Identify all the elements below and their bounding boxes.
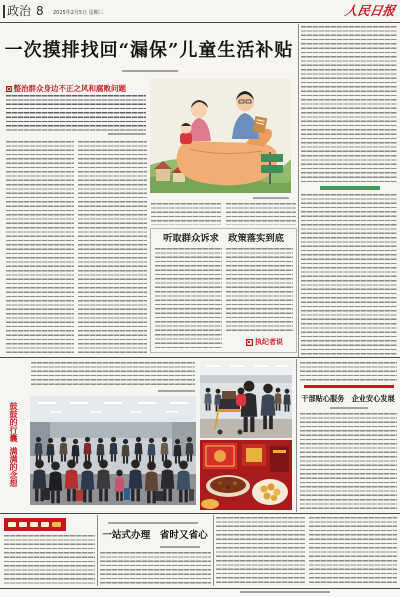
page-number: 8 [36, 4, 44, 18]
photo-credit [158, 390, 195, 392]
airport-family-photo [200, 361, 292, 438]
lead-illustration [150, 79, 291, 193]
new-year-goods-photo [200, 440, 292, 510]
banner-ornament [8, 522, 16, 527]
commentary-column-logo [246, 338, 283, 346]
lead-headline: 一次摸排找回“漏保”儿童生活补贴 [4, 40, 294, 61]
column-divider [296, 359, 297, 512]
column-divider [298, 24, 299, 357]
right-column-text [301, 26, 397, 183]
bottom-left-text [4, 535, 95, 586]
right-story-headline: 干部贴心服务 企业安心发展 [301, 394, 395, 403]
banner-ornament [19, 522, 27, 527]
right-story-byline [330, 407, 368, 409]
commentary-body-text [155, 248, 222, 349]
bottom-story-headline: 一站式办理 省时又省心 [102, 530, 208, 541]
right-story-text [300, 362, 397, 381]
right-story-text [300, 413, 397, 510]
illustration-credit [253, 197, 289, 199]
lead-body-text [226, 203, 296, 225]
column-divider [97, 515, 98, 586]
bottom-right-text [309, 517, 397, 586]
right-column-text [301, 194, 397, 355]
bottom-story-byline [160, 546, 200, 548]
right-story-kicker [304, 385, 394, 388]
photo-caption-text [31, 362, 195, 387]
commentary-body-text [226, 248, 293, 334]
section-bar [3, 5, 5, 18]
footer-rule [0, 588, 400, 589]
lead-body-text [6, 141, 74, 354]
commentary-headline: 听取群众诉求 政策落实到底 [163, 233, 284, 244]
photo-feature-headline-bottom: 满满的念想 [9, 447, 19, 487]
bottom-right-text [216, 517, 305, 586]
banner-ornament [30, 522, 38, 527]
section-title: 政治 [7, 4, 32, 18]
section-rule [0, 513, 400, 514]
photo-feature-headline-top: 鼓鼓的行囊 [9, 402, 19, 442]
banner-ornament [52, 522, 61, 527]
banner-ornament [41, 522, 49, 527]
commentary-column-logo-text: 执纪者说 [255, 337, 283, 346]
header-rule [0, 22, 400, 23]
issue-date: 2025年2月5日 星期三 [53, 10, 104, 16]
lead-body-text [151, 203, 221, 225]
column-banner [4, 518, 66, 531]
column-label-text: 整治群众身边不正之风和腐败问题 [13, 84, 126, 93]
masthead-logo: 人民日报 [343, 3, 397, 18]
section-rule [0, 357, 400, 358]
column-logo-icon [6, 86, 12, 92]
column-divider [213, 515, 214, 586]
column-logo-icon [246, 339, 253, 346]
bottom-story-text [100, 552, 211, 586]
lead-body-text [78, 141, 147, 354]
lead-summary-text [6, 95, 146, 131]
column-label [6, 84, 126, 93]
bottom-story-kicker [108, 522, 198, 524]
summary-attribution [108, 133, 146, 135]
lead-byline [122, 70, 178, 72]
goods-dried-fruit-tray [206, 475, 250, 497]
footer-editor-credits [240, 591, 330, 593]
station-crowd-photo [30, 396, 196, 505]
right-column-subtitle [320, 186, 380, 190]
